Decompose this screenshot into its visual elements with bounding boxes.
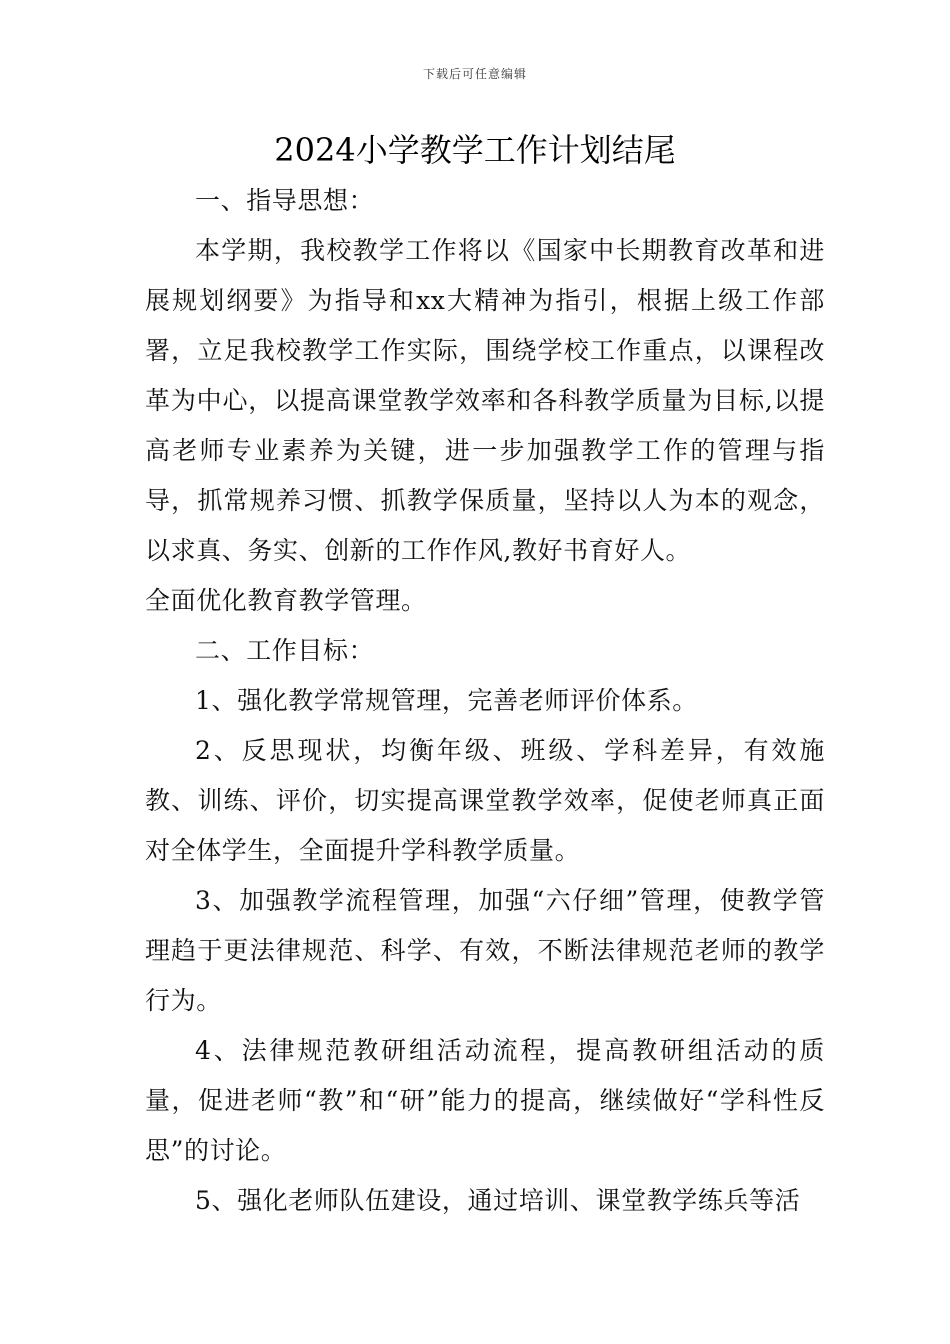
goal-item-4: 4、法律规范教研组活动流程，提高教研组活动的质量，促进老师“教”和“研”能力的提高，继续做好“学科性反思”的讨论。	[145, 1036, 825, 1165]
goal-item-5: 5、强化老师队伍建设，通过培训、课堂教学练兵等活	[195, 1186, 801, 1215]
section-heading-guiding-ideology: 一、指导思想：	[195, 186, 375, 215]
goal-item-1: 1、强化教学常规管理，完善老师评价体系。	[195, 686, 698, 715]
goal-item-3: 3、加强教学流程管理，加强“六仔细”管理，使教学管理趋于更法律规范、科学、有效，不断法律规范老师的教学行为。	[145, 886, 825, 1015]
page-header-note: 下载后可任意编辑	[422, 67, 527, 81]
paragraph-guiding-ideology: 本学期，我校教学工作将以《国家中长期教育改革和进展规划纲要》为指导和xx大精神为指引，根据上级工作部署，立足我校教学工作实际，围绕学校工作重点，以课程改革为中心，以提高课堂教学效率和各科教学质量为目标,以提高老师专业素养为关键，进一步加强教学工作的管理与指导，抓常规养习惯、抓教学保质量，坚持以人为本的观念，以求真、务实、创新的工作作风,教好书育好人。	[145, 236, 825, 565]
paragraph-overall-optimization: 全面优化教育教学管理。	[145, 586, 427, 615]
document-title: 2024小学教学工作计划结尾	[274, 131, 676, 169]
section-heading-work-goals: 二、工作目标：	[195, 636, 375, 665]
goal-item-2: 2、反思现状，均衡年级、班级、学科差异，有效施教、训练、评价，切实提高课堂教学效率，促使老师真正面对全体学生，全面提升学科教学质量。	[145, 736, 825, 865]
document-body	[145, 176, 825, 1226]
